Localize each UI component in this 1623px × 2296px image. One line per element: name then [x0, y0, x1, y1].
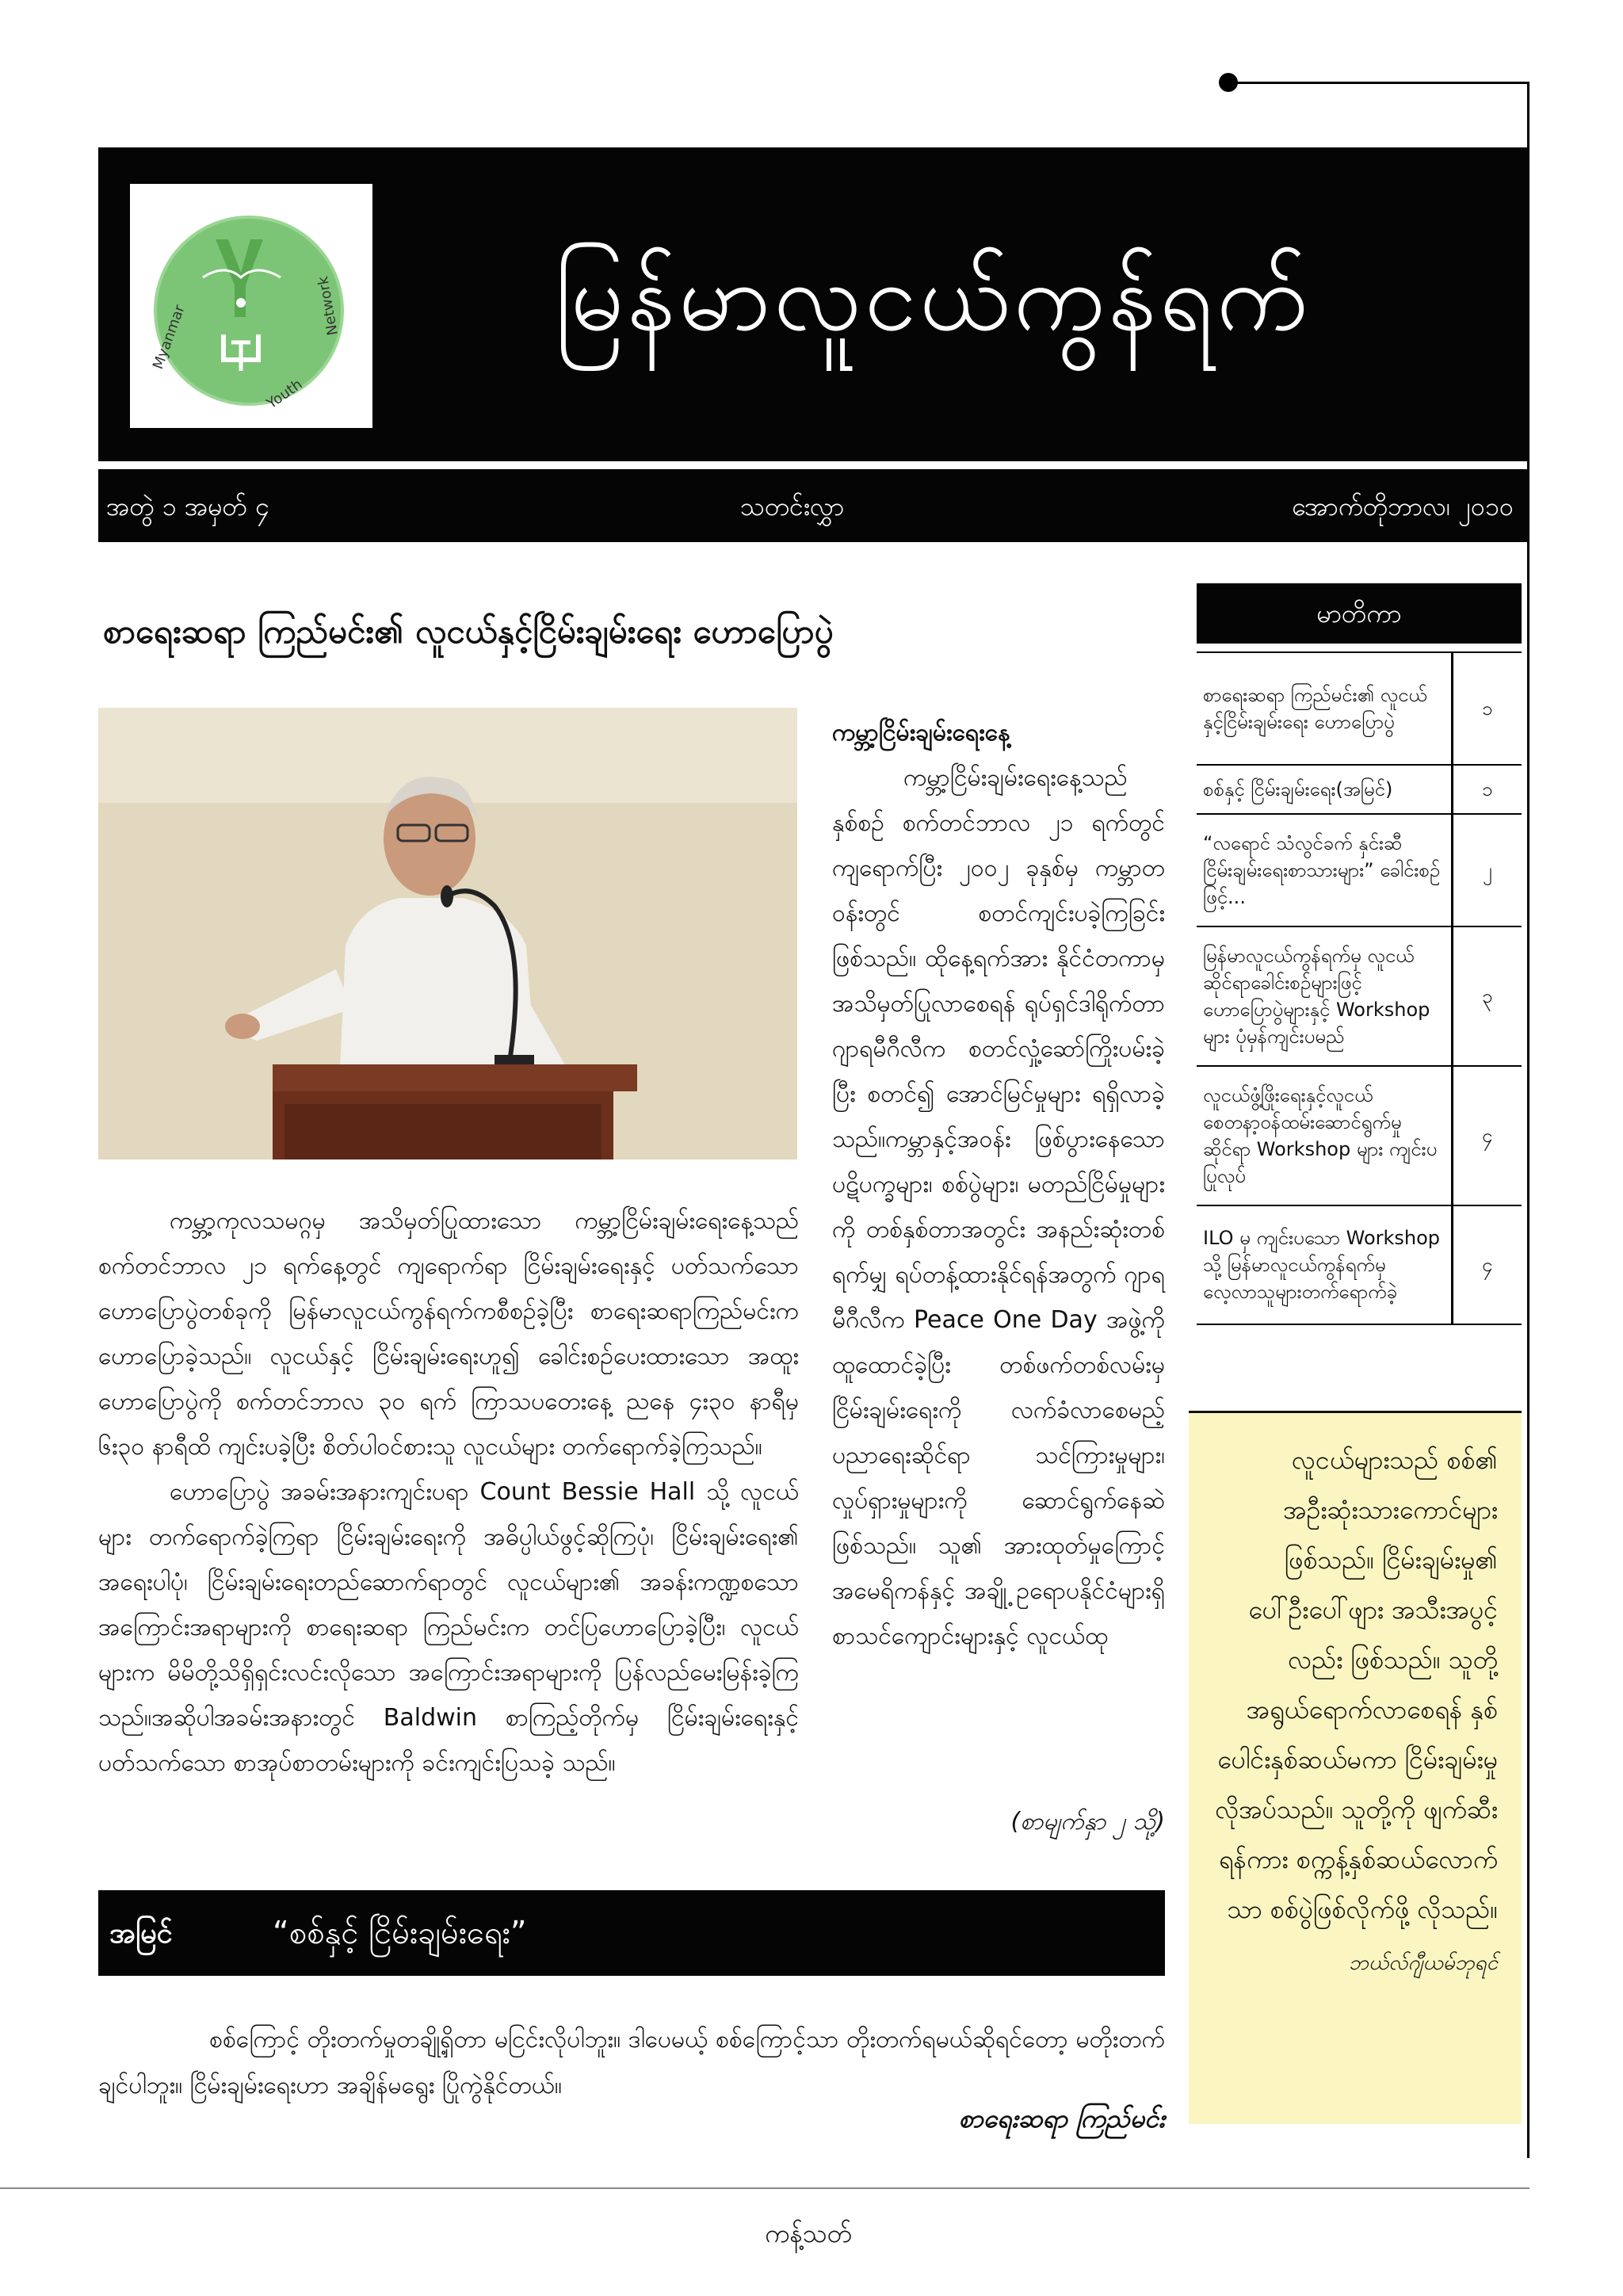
toc-item-page: ၂ — [1452, 814, 1522, 926]
decorative-dot — [1219, 73, 1238, 92]
quote-box — [1189, 1411, 1522, 2124]
svg-text:Youth: Youth — [263, 376, 306, 413]
article-middle-column — [832, 710, 1165, 1659]
toc-heading: မာတိကာ — [1197, 583, 1522, 644]
page-footer-label: ကန့်သတ် — [765, 2218, 852, 2248]
quote-author: ဘယ်လ်ဂျီယမ်ဘုရင် — [1348, 1951, 1498, 1975]
toc-item[interactable] — [1197, 652, 1522, 765]
issue-date: အောက်တိုဘာလ၊ ၂၀၁၀ — [1291, 491, 1514, 521]
svg-text:Network: Network — [315, 275, 342, 337]
opinion-text: စစ်ကြောင့် တိုးတက်မှုတချို့ရှိတာ မငြင်းလိုပါဘူး။ ဒါပေမယ့် စစ်ကြောင့်သာ တိုးတက်ရမယ်ဆိုရင်တော့ မတိုးတက်ချင်ပါဘူး။ ငြိမ်းချမ်းရေးဟာ အချိန်မရွေး ပြိုကွဲနိုင်တယ်။ — [98, 2026, 1165, 2099]
article-subtitle: ကမ္ဘာ့ငြိမ်းချမ်းရေးနေ့ — [832, 719, 1010, 747]
toc-item-title: မြန်မာလူငယ်ကွန်ရက်မှ လူငယ်ဆိုင်ရာခေါင်းစဉ်များဖြင့် ဟောပြောပွဲများနှင့် Workshop များ ပုံမှန်ကျင်းပမည် — [1197, 926, 1452, 1066]
toc-item-title: စစ်နှင့် ငြိမ်းချမ်းရေး(အမြင်) — [1197, 765, 1452, 814]
toc-item-title: “လရောင် သံလွင်ခက် နှင်းဆီ ငြိမ်းချမ်းရေးစာသားများ” ခေါင်းစဉ်ဖြင့်... — [1197, 814, 1452, 926]
article-paragraph: ကမ္ဘာ့ကုလသမဂ္ဂမှ အသိမှတ်ပြုထားသော ကမ္ဘာ့ငြိမ်းချမ်းရေးနေ့သည် စက်တင်ဘာလ ၂၁ ရက်နေ့တွင် ကျရောက်ရာ ငြိမ်းချမ်းရေးနှင့် ပတ်သက်သော ဟောပြောပွဲတစ်ခုကို မြန်မာလူငယ်ကွန်ရက်ကစီစဉ်ခဲ့ပြီး စာရေးဆရာကြည်မင်းက ဟောပြောခဲ့သည်။ လူငယ်နှင့် ငြိမ်းချမ်းရေးဟူ၍ ခေါင်းစဉ်ပေးထားသော အထူးဟောပြောပွဲကို စက်တင်ဘာလ ၃၀ ရက် ကြာသပတေးနေ့ ညနေ ၄း၃၀ နာရီမှ ၆း၃၀ နာရီထိ ကျင်းပခဲ့ပြီး စိတ်ပါဝင်စားသူ လူငယ်များ တက်ရောက်ခဲ့ကြသည်။ — [98, 1207, 799, 1461]
myanmar-youth-network-logo — [130, 184, 372, 428]
table-of-contents — [1197, 583, 1522, 1325]
footer-rule — [0, 2187, 1529, 2189]
toc-item[interactable] — [1197, 926, 1522, 1066]
speaker-photo — [98, 708, 797, 1159]
article-paragraph: ဟောပြောပွဲ အခမ်းအနားကျင်းပရာ Count Bessie Hall သို့ လူငယ်များ တက်ရောက်ခဲ့ကြရာ ငြိမ်းချမ်းရေးကို အဓိပ္ပါယ်ဖွင့်ဆိုကြပုံ၊ ငြိမ်းချမ်းရေး၏ အရေးပါပုံ၊ ငြိမ်းချမ်းရေးတည်ဆောက်ရာတွင် လူငယ်များ၏ အခန်းကဏ္ဍစသော အကြောင်းအရာများကို စာရေးဆရာ ကြည်မင်းက တင်ပြဟောပြောခဲ့ပြီး၊ လူငယ်များက မိမိတို့သိရှိရှင်းလင်းလိုသော အကြောင်းအရာများကို ပြန်လည်မေးမြန်းခဲ့ကြသည်။အဆိုပါအခမ်းအနားတွင် Baldwin စာကြည့်တိုက်မှ ငြိမ်းချမ်းရေးနှင့် ပတ်သက်သော စာအုပ်စာတမ်းများကို ခင်းကျင်းပြသခဲ့ သည်။ — [98, 1478, 799, 1777]
toc-item[interactable] — [1197, 814, 1522, 926]
issue-info-bar — [98, 469, 1529, 542]
quote-text: လူငယ်များသည် စစ်၏ အဦးဆုံးသားကောင်များ ဖြစ်သည်။ ငြိမ်းချမ်းမှု၏ ပေါ်ဦးပေါ်ဖျား အသီးအပွင့်လည်း ဖြစ်သည်။ သူတို့ အရွယ်ရောက်လာစေရန် နှစ်ပေါင်းနှစ်ဆယ်မကာ ငြိမ်းချမ်းမှု လိုအပ်သည်။ သူတို့ကို ဖျက်ဆီးရန်ကား စက္ကန့်နှစ်ဆယ်လောက်သာ စစ်ပွဲဖြစ်လိုက်ဖို့ လိုသည်။ — [1215, 1445, 1498, 1924]
toc-item[interactable] — [1197, 1205, 1522, 1324]
article-paragraph: ကမ္ဘာ့ငြိမ်းချမ်းရေးနေ့သည် နှစ်စဉ် စက်တင်ဘာလ ၂၁ ရက်တွင် ကျရောက်ပြီး ၂၀၀၂ ခုနှစ်မှ ကမ္ဘာတဝန်းတွင် စတင်ကျင်းပခဲ့ကြခြင်းဖြစ်သည်။ ထိုနေ့ရက်အား နိုင်ငံတကာမှ အသိမှတ်ပြုလာစေရန် ရုပ်ရှင်ဒါရိုက်တာဂျာရမီဂီလီက စတင်လှုံ့ဆော်ကြိုးပမ်းခဲ့ပြီး စတင်၍ အောင်မြင်မှုများ ရရှိလာခဲ့သည်။ကမ္ဘာနှင့်အဝန်း ဖြစ်ပွားနေသော ပဋိပက္ခများ၊ စစ်ပွဲများ၊ မတည်ငြိမ်မှုများကို တစ်နှစ်တာအတွင်း အနည်းဆုံးတစ်ရက်မျှ ရပ်တန့်ထားနိုင်ရန်အတွက် ဂျာရမီဂီလီက Peace One Day အဖွဲ့ကို ထူထောင်ခဲ့ပြီး တစ်ဖက်တစ်လမ်းမှ ငြိမ်းချမ်းရေးကို လက်ခံလာစေမည့် ပညာရေးဆိုင်ရာ သင်ကြားမှုများ၊ လှုပ်ရှားမှုများကို ဆောင်ရွက်နေဆဲဖြစ်သည်။ သူ၏ အားထုတ်မှုကြောင့် အမေရိကန်နှင့် အချို့ ဥရောပနိုင်ငံများရှိ စာသင်ကျောင်းများနှင့် လူငယ်ထု — [832, 764, 1165, 1650]
toc-item[interactable] — [1197, 765, 1522, 814]
toc-item-title: ILO မှ ကျင်းပသော Workshop သို့ မြန်မာလူငယ်ကွန်ရက်မှ လေ့လာသူများတက်ရောက်ခဲ့ — [1197, 1205, 1452, 1324]
opinion-section-header — [98, 1890, 1165, 1976]
toc-item-page: ၁ — [1452, 765, 1522, 814]
article-title: စာရေးဆရာ ကြည်မင်း၏ လူငယ်နှင့်ငြိမ်းချမ်းရေး ဟောပြောပွဲ — [103, 612, 834, 651]
opinion-author: စာရေးဆရာ ကြည်မင်း — [958, 2103, 1165, 2134]
decorative-top-rule — [1236, 82, 1529, 84]
opinion-title: “စစ်နှင့် ငြိမ်းချမ်းရေး” — [273, 1915, 527, 1951]
toc-item-page: ၄ — [1452, 1066, 1522, 1205]
issue-category: သတင်းလွှာ — [740, 491, 845, 521]
toc-item-title: လူငယ်ဖွံ့ဖြိုးရေးနှင့်လူငယ် စေတနာ့ဝန်ထမ်းဆောင်ရွက်မှု ဆိုင်ရာ Workshop များ ကျင်းပပြုလုပ် — [1197, 1066, 1452, 1205]
toc-table — [1197, 651, 1522, 1325]
toc-item[interactable] — [1197, 1066, 1522, 1205]
opinion-label: အမြင် — [109, 1917, 173, 1950]
svg-text:Myanmar: Myanmar — [149, 303, 189, 372]
continued-on-page-note: (စာမျက်နှာ ၂ သို့) — [1010, 1808, 1165, 1836]
issue-volume: အတွဲ ၁ အမှတ် ၄ — [106, 491, 269, 521]
article-left-column — [98, 1198, 799, 1786]
toc-item-page: ၄ — [1452, 1205, 1522, 1324]
toc-item-page: ၃ — [1452, 926, 1522, 1066]
newsletter-title: မြန်မာလူငယ်ကွန်ရက် — [555, 243, 1312, 352]
toc-item-title: စာရေးဆရာ ကြည်မင်း၏ လူငယ်နှင့်ငြိမ်းချမ်းရေး ဟောပြောပွဲ — [1197, 652, 1452, 765]
toc-item-page: ၁ — [1452, 652, 1522, 765]
